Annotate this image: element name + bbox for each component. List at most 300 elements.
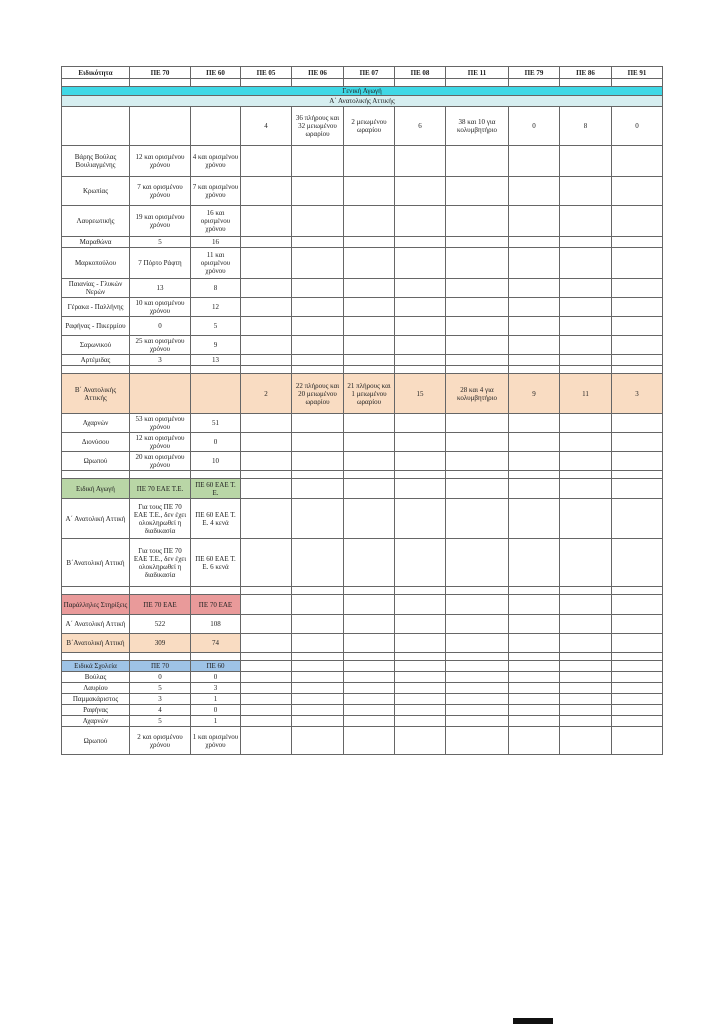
row-label: Λαυρίου bbox=[62, 683, 130, 694]
pe60-value: 9 bbox=[191, 336, 241, 355]
empty-cell bbox=[241, 705, 292, 716]
empty-cell bbox=[292, 716, 344, 727]
empty-cell bbox=[446, 716, 509, 727]
empty-cell bbox=[395, 661, 446, 672]
empty-cell bbox=[292, 248, 344, 279]
empty-cell bbox=[560, 452, 612, 471]
empty-cell bbox=[395, 146, 446, 177]
column-header: ΠΕ 79 bbox=[509, 67, 560, 79]
empty-cell bbox=[241, 479, 292, 499]
table-row bbox=[62, 587, 663, 595]
table-row bbox=[62, 279, 663, 298]
row-label: Βούλας bbox=[62, 672, 130, 683]
column-header: ΠΕ 07 bbox=[344, 67, 395, 79]
empty-cell bbox=[446, 499, 509, 539]
empty-cell bbox=[62, 471, 130, 479]
empty-cell bbox=[560, 705, 612, 716]
column-header: ΠΕ 06 bbox=[292, 67, 344, 79]
total-cell: 2 μειωμένου ωραρίου bbox=[344, 107, 395, 146]
empty-cell bbox=[560, 248, 612, 279]
table-row bbox=[62, 615, 663, 634]
pe70-value: 13 bbox=[130, 279, 191, 298]
empty-cell bbox=[292, 727, 344, 755]
empty-cell bbox=[395, 452, 446, 471]
empty-cell bbox=[241, 279, 292, 298]
empty-cell bbox=[292, 298, 344, 317]
table-row bbox=[62, 499, 663, 539]
empty-cell bbox=[292, 336, 344, 355]
empty-cell bbox=[446, 146, 509, 177]
empty-cell bbox=[560, 336, 612, 355]
district-name: Ραφήνας - Πικερμίου bbox=[62, 317, 130, 336]
total-cell: 6 bbox=[395, 107, 446, 146]
empty-cell bbox=[612, 317, 663, 336]
empty-cell bbox=[560, 694, 612, 705]
empty-cell bbox=[395, 615, 446, 634]
empty-cell bbox=[560, 634, 612, 653]
empty-cell bbox=[292, 279, 344, 298]
empty-cell bbox=[395, 727, 446, 755]
pe60-value: 10 bbox=[191, 452, 241, 471]
empty-cell bbox=[344, 79, 395, 87]
table-row bbox=[62, 206, 663, 237]
empty-cell bbox=[344, 355, 395, 366]
empty-cell bbox=[344, 634, 395, 653]
empty-cell bbox=[241, 716, 292, 727]
empty-cell bbox=[292, 499, 344, 539]
empty-cell bbox=[395, 705, 446, 716]
total-cell: 36 πλήρους και 32 μειωμένου ωραρίου bbox=[292, 107, 344, 146]
empty-cell bbox=[446, 672, 509, 683]
pe60-value: 5 bbox=[191, 317, 241, 336]
empty-cell bbox=[344, 595, 395, 615]
pe70-value: 3 bbox=[130, 355, 191, 366]
pe70-value: 2 και ορισμένου χρόνου bbox=[130, 727, 191, 755]
empty-cell bbox=[395, 177, 446, 206]
empty-cell bbox=[344, 146, 395, 177]
pe60-value: 16 bbox=[191, 237, 241, 248]
empty-cell bbox=[62, 79, 130, 87]
empty-cell bbox=[509, 237, 560, 248]
empty-cell bbox=[62, 107, 130, 146]
empty-cell bbox=[560, 433, 612, 452]
table-row bbox=[62, 414, 663, 433]
empty-cell bbox=[292, 237, 344, 248]
empty-cell bbox=[509, 336, 560, 355]
table-row bbox=[62, 366, 663, 374]
table-row bbox=[62, 317, 663, 336]
empty-cell bbox=[560, 146, 612, 177]
empty-cell bbox=[292, 414, 344, 433]
column-header: ΠΕ 05 bbox=[241, 67, 292, 79]
empty-cell bbox=[446, 177, 509, 206]
empty-cell bbox=[130, 374, 191, 414]
empty-cell bbox=[395, 694, 446, 705]
empty-cell bbox=[191, 653, 241, 661]
empty-cell bbox=[130, 471, 191, 479]
empty-cell bbox=[560, 279, 612, 298]
empty-cell bbox=[191, 374, 241, 414]
empty-cell bbox=[560, 79, 612, 87]
empty-cell bbox=[612, 177, 663, 206]
empty-cell bbox=[395, 499, 446, 539]
empty-cell bbox=[446, 452, 509, 471]
section-title-parallel: Παράλληλες Στηρίξεις bbox=[62, 595, 130, 615]
empty-cell bbox=[241, 471, 292, 479]
empty-cell bbox=[612, 79, 663, 87]
empty-cell bbox=[560, 615, 612, 634]
empty-cell bbox=[344, 705, 395, 716]
total-cell: 9 bbox=[509, 374, 560, 414]
table-row bbox=[62, 336, 663, 355]
empty-cell bbox=[446, 705, 509, 716]
empty-cell bbox=[344, 366, 395, 374]
table-row bbox=[62, 433, 663, 452]
empty-cell bbox=[612, 694, 663, 705]
empty-cell bbox=[395, 414, 446, 433]
table-row bbox=[62, 653, 663, 661]
empty-cell bbox=[446, 653, 509, 661]
row-label: Αχαρνών bbox=[62, 716, 130, 727]
empty-cell bbox=[612, 336, 663, 355]
pe70-value: 7 Πόρτο Ράφτη bbox=[130, 248, 191, 279]
empty-cell bbox=[344, 694, 395, 705]
row-label: Β΄Ανατολική Αττική bbox=[62, 634, 130, 653]
empty-cell bbox=[344, 248, 395, 279]
empty-cell bbox=[241, 587, 292, 595]
pe60-value: 74 bbox=[191, 634, 241, 653]
empty-cell bbox=[612, 452, 663, 471]
section-title-general: Γενική Αγωγή bbox=[62, 87, 663, 96]
empty-cell bbox=[241, 672, 292, 683]
empty-cell bbox=[446, 471, 509, 479]
district-name: Γέρακα - Παλλήνης bbox=[62, 298, 130, 317]
empty-cell bbox=[509, 206, 560, 237]
redaction-bar bbox=[513, 1018, 553, 1024]
empty-cell bbox=[509, 452, 560, 471]
empty-cell bbox=[446, 336, 509, 355]
pe60-value: 7 και ορισμένου χρόνου bbox=[191, 177, 241, 206]
empty-cell bbox=[509, 248, 560, 279]
table-row bbox=[62, 595, 663, 615]
empty-cell bbox=[292, 177, 344, 206]
district-name: Διονύσου bbox=[62, 433, 130, 452]
empty-cell bbox=[344, 317, 395, 336]
table-row bbox=[62, 298, 663, 317]
empty-cell bbox=[344, 716, 395, 727]
empty-cell bbox=[509, 279, 560, 298]
empty-cell bbox=[446, 237, 509, 248]
empty-cell bbox=[241, 177, 292, 206]
empty-cell bbox=[509, 298, 560, 317]
empty-cell bbox=[612, 355, 663, 366]
pe70-value: 25 και ορισμένου χρόνου bbox=[130, 336, 191, 355]
empty-cell bbox=[395, 595, 446, 615]
column-header: ΠΕ 86 bbox=[560, 67, 612, 79]
empty-cell bbox=[560, 499, 612, 539]
empty-cell bbox=[241, 694, 292, 705]
empty-cell bbox=[560, 587, 612, 595]
empty-cell bbox=[612, 206, 663, 237]
table-row bbox=[62, 237, 663, 248]
district-name: Αρτέμιδας bbox=[62, 355, 130, 366]
empty-cell bbox=[509, 177, 560, 206]
table-row bbox=[62, 248, 663, 279]
empty-cell bbox=[446, 539, 509, 587]
row-label: Β΄Ανατολική Αττική bbox=[62, 539, 130, 587]
empty-cell bbox=[560, 237, 612, 248]
empty-cell bbox=[292, 705, 344, 716]
pe70-value: 3 bbox=[130, 694, 191, 705]
empty-cell bbox=[292, 634, 344, 653]
empty-cell bbox=[241, 499, 292, 539]
empty-cell bbox=[612, 539, 663, 587]
table-row bbox=[62, 634, 663, 653]
empty-cell bbox=[241, 615, 292, 634]
column-header: ΠΕ 70 ΕΑΕ bbox=[130, 595, 191, 615]
empty-cell bbox=[344, 615, 395, 634]
table-row bbox=[62, 705, 663, 716]
empty-cell bbox=[395, 539, 446, 587]
empty-cell bbox=[292, 661, 344, 672]
empty-cell bbox=[446, 248, 509, 279]
pe60-value: 0 bbox=[191, 433, 241, 452]
district-name: Λαυρεωτικής bbox=[62, 206, 130, 237]
empty-cell bbox=[395, 433, 446, 452]
empty-cell bbox=[292, 366, 344, 374]
empty-cell bbox=[241, 727, 292, 755]
empty-cell bbox=[612, 705, 663, 716]
empty-cell bbox=[344, 653, 395, 661]
column-header: ΠΕ 60 bbox=[191, 661, 241, 672]
empty-cell bbox=[612, 366, 663, 374]
pe60-value: 16 και ορισμένου χρόνου bbox=[191, 206, 241, 237]
pe60-value: 8 bbox=[191, 279, 241, 298]
row-label: Ραφήνας bbox=[62, 705, 130, 716]
column-header: ΠΕ 60 bbox=[191, 67, 241, 79]
empty-cell bbox=[241, 79, 292, 87]
empty-cell bbox=[241, 206, 292, 237]
empty-cell bbox=[292, 672, 344, 683]
pe70-value: 10 και ορισμένου χρόνου bbox=[130, 298, 191, 317]
district-name: Ωρωπού bbox=[62, 452, 130, 471]
pe70-value: 309 bbox=[130, 634, 191, 653]
empty-cell bbox=[292, 615, 344, 634]
empty-cell bbox=[292, 683, 344, 694]
row-label: Ωρωπού bbox=[62, 727, 130, 755]
empty-cell bbox=[612, 298, 663, 317]
empty-cell bbox=[241, 248, 292, 279]
column-header: ΠΕ 70 ΕΑΕ bbox=[191, 595, 241, 615]
table-row bbox=[62, 355, 663, 366]
empty-cell bbox=[446, 414, 509, 433]
empty-cell bbox=[446, 694, 509, 705]
district-name: Μαραθώνα bbox=[62, 237, 130, 248]
table-row bbox=[62, 96, 663, 107]
pe60-value: 1 και ορισμένου χρόνου bbox=[191, 727, 241, 755]
empty-cell bbox=[292, 452, 344, 471]
empty-cell bbox=[509, 79, 560, 87]
empty-cell bbox=[344, 177, 395, 206]
empty-cell bbox=[509, 317, 560, 336]
empty-cell bbox=[509, 433, 560, 452]
pe70-value: 12 και ορισμένου χρόνου bbox=[130, 146, 191, 177]
empty-cell bbox=[612, 716, 663, 727]
empty-cell bbox=[395, 716, 446, 727]
total-cell: 4 bbox=[241, 107, 292, 146]
pe70-value: 20 και ορισμένου χρόνου bbox=[130, 452, 191, 471]
empty-cell bbox=[241, 317, 292, 336]
empty-cell bbox=[446, 661, 509, 672]
district-name: Βάρης Βούλας Βουλιαγμένης bbox=[62, 146, 130, 177]
empty-cell bbox=[446, 727, 509, 755]
row-label: Παμμακάριστος bbox=[62, 694, 130, 705]
total-cell: 11 bbox=[560, 374, 612, 414]
pe60-value: 0 bbox=[191, 705, 241, 716]
empty-cell bbox=[560, 539, 612, 587]
empty-cell bbox=[395, 355, 446, 366]
empty-cell bbox=[509, 727, 560, 755]
total-cell: 0 bbox=[509, 107, 560, 146]
empty-cell bbox=[344, 433, 395, 452]
pe60-value: 13 bbox=[191, 355, 241, 366]
empty-cell bbox=[509, 539, 560, 587]
empty-cell bbox=[241, 336, 292, 355]
empty-cell bbox=[612, 727, 663, 755]
section-subtitle-a-attica: Α΄ Ανατολικής Αττικής bbox=[62, 96, 663, 107]
empty-cell bbox=[191, 79, 241, 87]
empty-cell bbox=[62, 587, 130, 595]
section-title-special: Ειδική Αγωγή bbox=[62, 479, 130, 499]
empty-cell bbox=[446, 79, 509, 87]
column-header: Ειδικότητα bbox=[62, 67, 130, 79]
empty-cell bbox=[241, 366, 292, 374]
empty-cell bbox=[446, 298, 509, 317]
empty-cell bbox=[395, 587, 446, 595]
table-row bbox=[62, 694, 663, 705]
table-row bbox=[62, 107, 663, 146]
empty-cell bbox=[446, 634, 509, 653]
district-name: Αχαρνών bbox=[62, 414, 130, 433]
empty-cell bbox=[292, 595, 344, 615]
empty-cell bbox=[241, 595, 292, 615]
pe70-value: Για τους ΠΕ 70 ΕΑΕ Τ.Ε., δεν έχει ολοκληρωθεί η διαδικασία bbox=[130, 539, 191, 587]
table-row bbox=[62, 177, 663, 206]
empty-cell bbox=[509, 595, 560, 615]
empty-cell bbox=[612, 683, 663, 694]
empty-cell bbox=[612, 414, 663, 433]
pe70-value: 7 και ορισμένου χρόνου bbox=[130, 177, 191, 206]
empty-cell bbox=[62, 366, 130, 374]
empty-cell bbox=[344, 414, 395, 433]
empty-cell bbox=[612, 479, 663, 499]
empty-cell bbox=[241, 683, 292, 694]
empty-cell bbox=[509, 683, 560, 694]
table-row bbox=[62, 683, 663, 694]
empty-cell bbox=[509, 146, 560, 177]
total-cell: 38 και 10 για κολυμβητήριο bbox=[446, 107, 509, 146]
table-row bbox=[62, 87, 663, 96]
empty-cell bbox=[560, 414, 612, 433]
empty-cell bbox=[509, 479, 560, 499]
table-row bbox=[62, 67, 663, 79]
vacancy-table bbox=[61, 66, 663, 755]
district-name: Μαρκοπούλου bbox=[62, 248, 130, 279]
empty-cell bbox=[130, 587, 191, 595]
empty-cell bbox=[446, 479, 509, 499]
empty-cell bbox=[612, 237, 663, 248]
pe70-value: 5 bbox=[130, 683, 191, 694]
empty-cell bbox=[130, 79, 191, 87]
empty-cell bbox=[395, 206, 446, 237]
pe70-value: 12 και ορισμένου χρόνου bbox=[130, 433, 191, 452]
total-cell: 21 πλήρους και 1 μειωμένου ωραρίου bbox=[344, 374, 395, 414]
empty-cell bbox=[344, 672, 395, 683]
empty-cell bbox=[560, 317, 612, 336]
empty-cell bbox=[446, 206, 509, 237]
empty-cell bbox=[241, 634, 292, 653]
empty-cell bbox=[292, 317, 344, 336]
empty-cell bbox=[191, 107, 241, 146]
row-label: Α΄ Ανατολική Αττική bbox=[62, 615, 130, 634]
column-header: ΠΕ 70 bbox=[130, 67, 191, 79]
empty-cell bbox=[446, 279, 509, 298]
total-cell: 28 και 4 για κολυμβητήριο bbox=[446, 374, 509, 414]
empty-cell bbox=[395, 248, 446, 279]
empty-cell bbox=[344, 452, 395, 471]
empty-cell bbox=[612, 146, 663, 177]
table-row bbox=[62, 539, 663, 587]
total-cell: 2 bbox=[241, 374, 292, 414]
pe70-value: 5 bbox=[130, 716, 191, 727]
pe70-value: 5 bbox=[130, 237, 191, 248]
total-cell: 0 bbox=[612, 107, 663, 146]
empty-cell bbox=[344, 279, 395, 298]
empty-cell bbox=[560, 366, 612, 374]
pe70-value: 0 bbox=[130, 672, 191, 683]
empty-cell bbox=[560, 355, 612, 366]
empty-cell bbox=[395, 279, 446, 298]
empty-cell bbox=[560, 661, 612, 672]
empty-cell bbox=[344, 336, 395, 355]
empty-cell bbox=[130, 366, 191, 374]
empty-cell bbox=[560, 298, 612, 317]
total-cell: 3 bbox=[612, 374, 663, 414]
empty-cell bbox=[560, 716, 612, 727]
empty-cell bbox=[241, 298, 292, 317]
empty-cell bbox=[560, 471, 612, 479]
empty-cell bbox=[344, 206, 395, 237]
empty-cell bbox=[560, 595, 612, 615]
empty-cell bbox=[191, 587, 241, 595]
empty-cell bbox=[509, 355, 560, 366]
empty-cell bbox=[241, 539, 292, 587]
empty-cell bbox=[344, 237, 395, 248]
empty-cell bbox=[241, 355, 292, 366]
pe60-value: 4 και ορισμένου χρόνου bbox=[191, 146, 241, 177]
empty-cell bbox=[395, 366, 446, 374]
pe60-value: 51 bbox=[191, 414, 241, 433]
empty-cell bbox=[560, 479, 612, 499]
empty-cell bbox=[509, 653, 560, 661]
empty-cell bbox=[560, 653, 612, 661]
empty-cell bbox=[560, 177, 612, 206]
district-name: Σαρωνικού bbox=[62, 336, 130, 355]
empty-cell bbox=[560, 727, 612, 755]
column-header: ΠΕ 70 ΕΑΕ Τ.Ε. bbox=[130, 479, 191, 499]
empty-cell bbox=[344, 499, 395, 539]
pe60-value: 1 bbox=[191, 694, 241, 705]
